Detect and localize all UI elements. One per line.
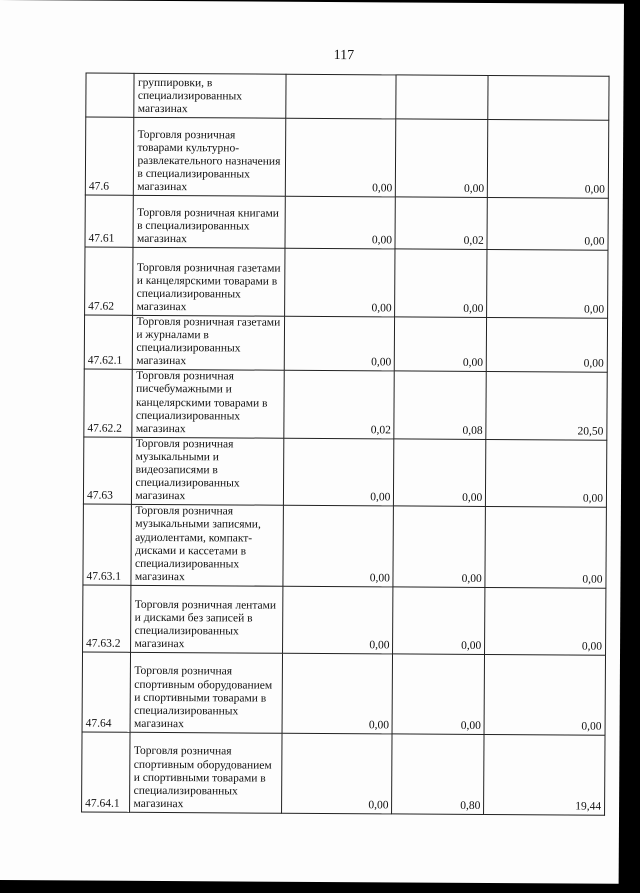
row-value-2 bbox=[396, 75, 488, 120]
row-code: 47.6 bbox=[85, 117, 134, 195]
table-row bbox=[83, 504, 606, 588]
row-value-2: 0,00 bbox=[395, 249, 487, 318]
table-row bbox=[84, 315, 607, 373]
row-code: 47.62 bbox=[85, 247, 134, 315]
row-name: Торговля розничная лентами и дисками без записей в специализированных магазинах bbox=[131, 585, 283, 653]
row-value-3: 0,00 bbox=[487, 249, 608, 318]
row-value-2: 0,00 bbox=[393, 587, 485, 655]
row-value-3: 0,00 bbox=[487, 317, 608, 372]
row-name: Торговля розничная спортивным оборудованием и спортивными товарами в специализированных магазинах bbox=[130, 732, 282, 813]
row-value-1: 0,00 bbox=[285, 118, 396, 197]
row-value-3: 0,00 bbox=[488, 119, 609, 198]
row-code: 47.63 bbox=[83, 437, 132, 505]
row-value-2: 0,08 bbox=[394, 371, 486, 439]
row-value-2: 0,02 bbox=[395, 197, 487, 250]
row-name: Торговля розничная спортивным оборудованием и спортивными товарами в специализированных магазинах bbox=[130, 652, 282, 733]
page-number: 117 bbox=[333, 48, 355, 64]
row-name: Торговля розничная товарами культурно-развлекательного назначения в специализированных магазинах bbox=[134, 117, 286, 196]
row-code: 47.62.2 bbox=[84, 369, 133, 437]
table-row bbox=[85, 195, 608, 250]
row-value-1: 0,02 bbox=[284, 371, 395, 439]
row-name: Торговля розничная книгами в специализированных магазинах bbox=[133, 195, 285, 248]
table-row bbox=[84, 369, 607, 440]
row-code: 47.63.2 bbox=[83, 585, 132, 652]
row-value-3: 0,00 bbox=[487, 197, 608, 250]
row-value-1: 0,00 bbox=[282, 733, 393, 814]
row-name: Торговля розничная газетами и канцелярскими товарами в специализированных магазинах bbox=[133, 247, 285, 316]
row-value-1: 0,00 bbox=[284, 316, 395, 371]
row-code: 47.64.1 bbox=[82, 732, 131, 812]
row-value-3: 19,44 bbox=[484, 734, 605, 815]
row-value-3: 0,00 bbox=[485, 587, 606, 655]
row-value-2: 0,80 bbox=[392, 734, 484, 815]
row-value-1: 0,00 bbox=[284, 438, 395, 506]
row-value-1: 0,00 bbox=[285, 248, 396, 317]
table-row bbox=[82, 652, 605, 735]
row-value-2: 0,00 bbox=[393, 506, 485, 587]
row-code: 47.61 bbox=[85, 195, 134, 247]
row-value-1: 0,00 bbox=[283, 586, 394, 654]
row-code bbox=[86, 73, 135, 117]
row-value-3: 0,00 bbox=[484, 654, 605, 735]
row-value-3 bbox=[488, 75, 609, 120]
table-row bbox=[83, 437, 606, 508]
table-row bbox=[82, 732, 605, 815]
row-name: группировки, в специализированных магазинах bbox=[134, 73, 286, 118]
row-value-3: 20,50 bbox=[486, 372, 607, 440]
row-value-2: 0,00 bbox=[396, 119, 488, 198]
row-name: Торговля розничная писчебумажными и канцелярскими товарами в специализированных магазинах bbox=[132, 370, 284, 438]
row-value-2: 0,00 bbox=[394, 439, 486, 507]
row-value-2: 0,00 bbox=[392, 654, 484, 735]
row-value-1: 0,00 bbox=[283, 506, 394, 587]
row-code: 47.63.1 bbox=[83, 504, 132, 585]
row-name: Торговля розничная газетами и журналами в специализированных магазинах bbox=[133, 315, 285, 370]
table-row bbox=[83, 585, 606, 655]
row-value-2: 0,00 bbox=[395, 317, 487, 372]
row-value-3: 0,00 bbox=[486, 439, 607, 507]
row-value-1 bbox=[286, 74, 397, 119]
row-name: Торговля розничная музыкальными и видеозаписями в специализированных магазинах bbox=[132, 437, 284, 505]
row-value-1: 0,00 bbox=[282, 653, 393, 734]
table-row bbox=[85, 247, 608, 318]
table-row bbox=[86, 73, 609, 120]
row-value-3: 0,00 bbox=[485, 507, 606, 588]
row-code: 47.64 bbox=[82, 652, 131, 732]
row-value-1: 0,00 bbox=[285, 196, 396, 249]
row-name: Торговля розничная музыкальными записями, аудиолентами, компакт-дисками и кассетами в специализированных магазинах bbox=[131, 505, 283, 586]
row-code: 47.62.1 bbox=[84, 315, 133, 370]
data-table bbox=[81, 73, 610, 816]
table-row bbox=[85, 117, 608, 198]
